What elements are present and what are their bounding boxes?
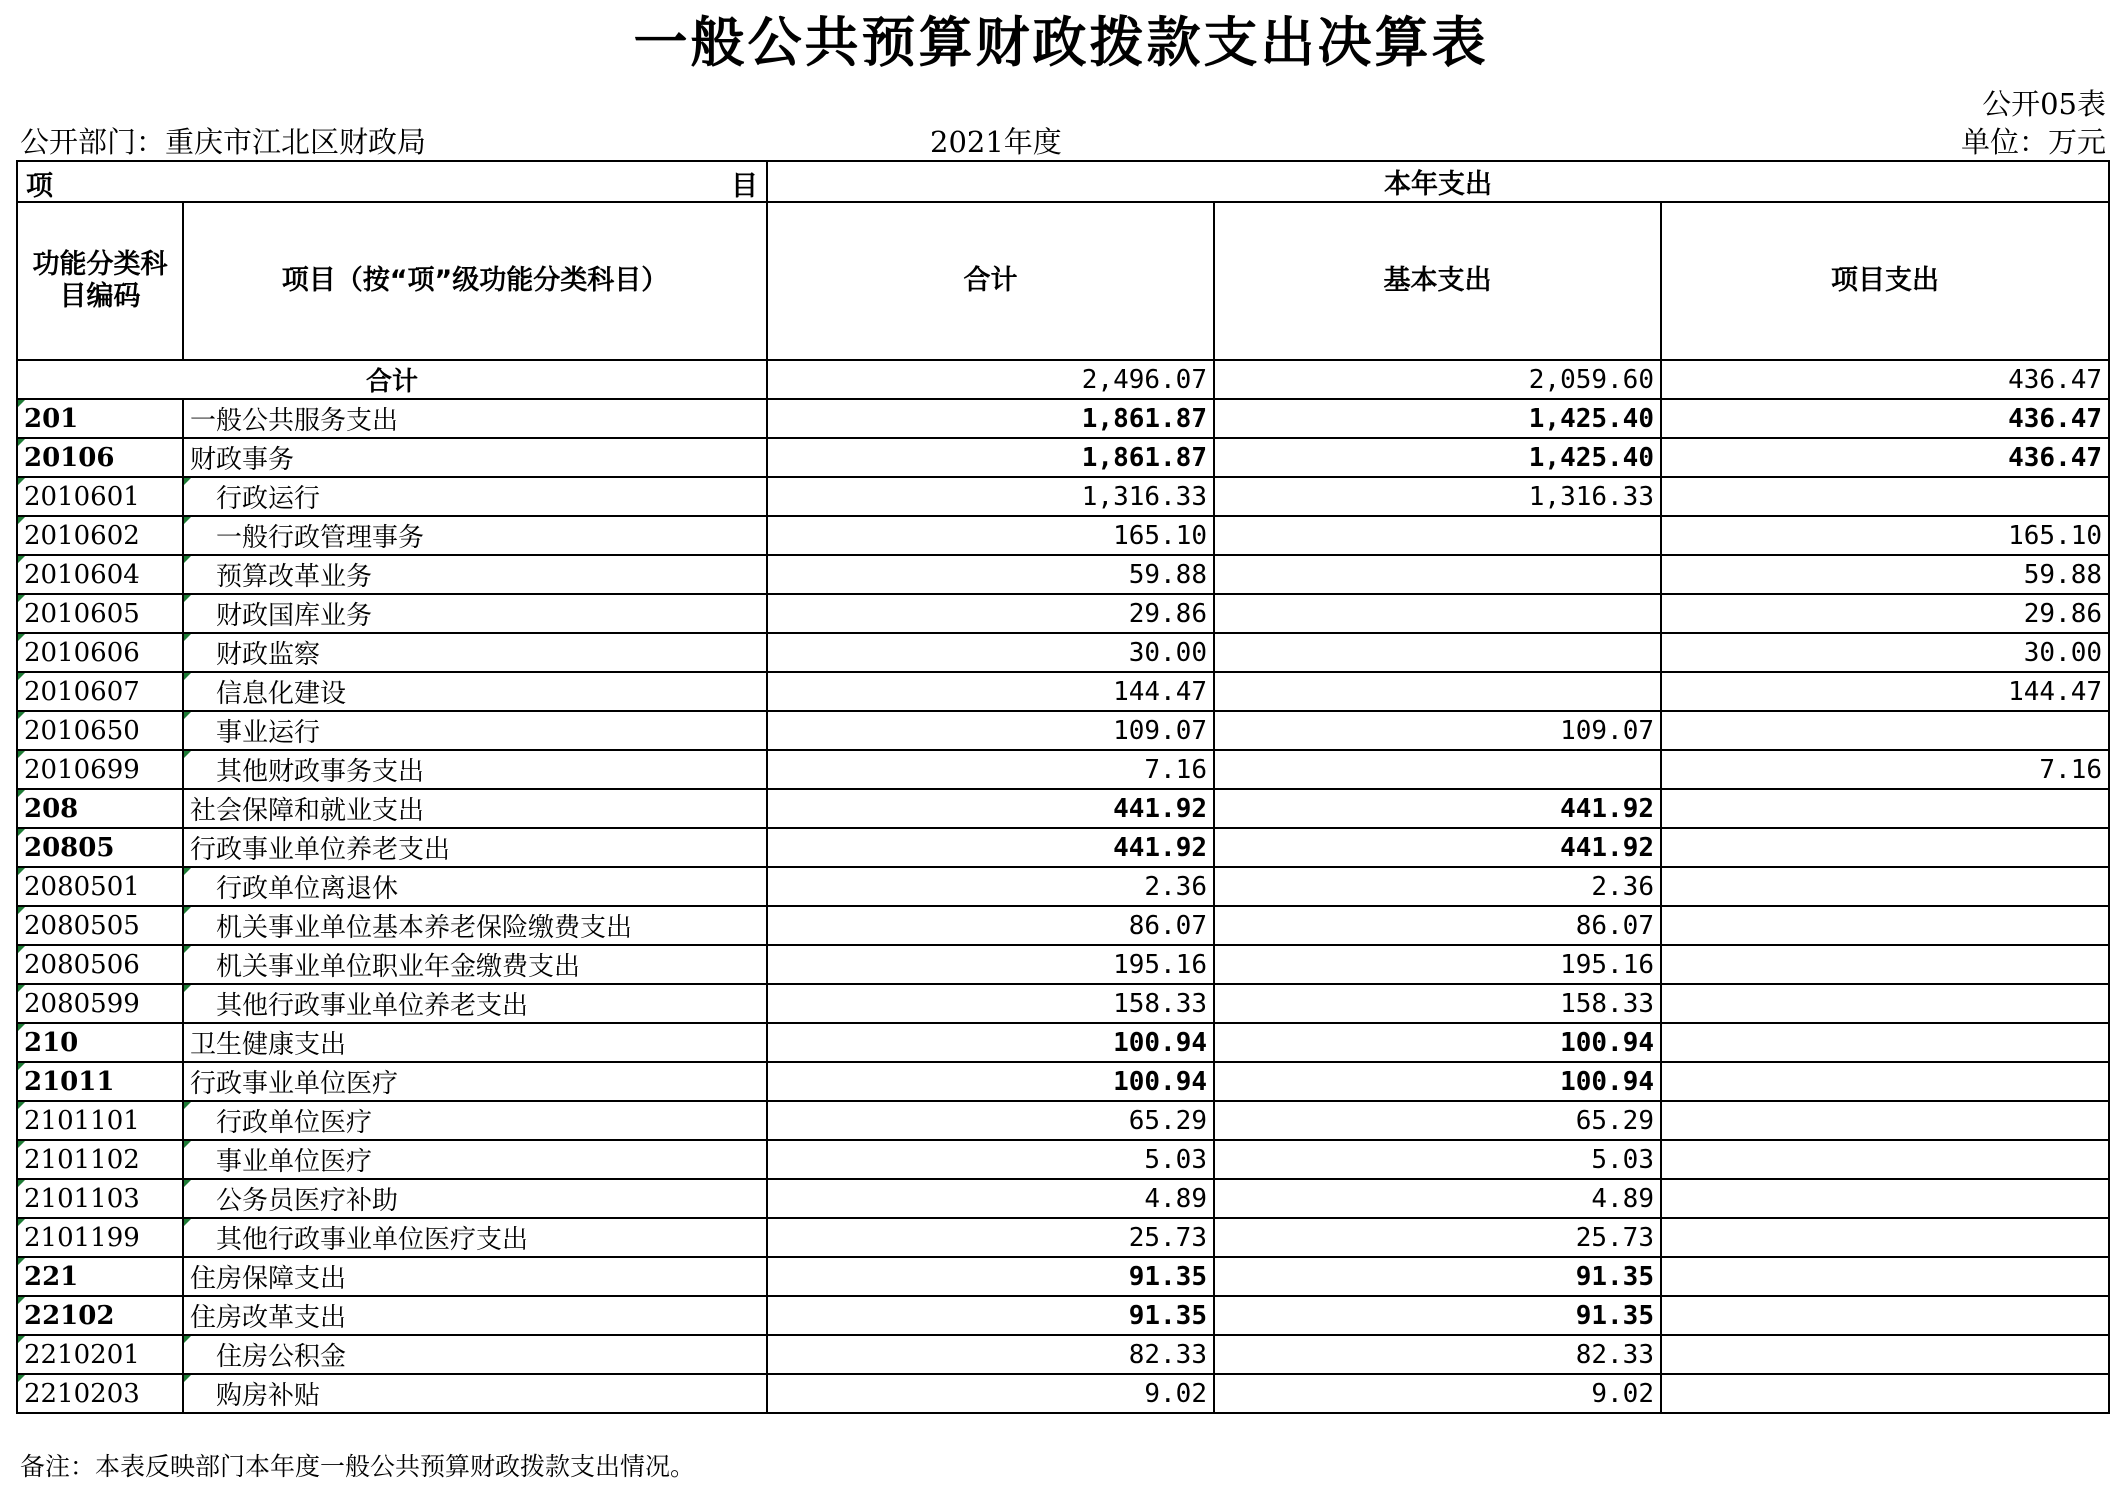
row-code: 2101103 [17,1179,183,1218]
row-project [1661,945,2109,984]
header-item-right: 目 [731,171,758,202]
row-name: 其他行政事业单位医疗支出 [183,1218,767,1257]
row-project [1661,1023,2109,1062]
row-code: 2210201 [17,1335,183,1374]
row-name: 财政国库业务 [183,594,767,633]
table-row [17,906,2109,945]
row-project [1661,1140,2109,1179]
row-code: 2210203 [17,1374,183,1413]
header-basic: 基本支出 [1214,202,1661,360]
row-code: 2010602 [17,516,183,555]
total-basic: 2,059.60 [1214,360,1661,399]
table-row [17,1374,2109,1413]
table-row [17,867,2109,906]
table-row [17,672,2109,711]
row-total: 7.16 [767,750,1214,789]
row-basic: 82.33 [1214,1335,1661,1374]
row-basic: 4.89 [1214,1179,1661,1218]
row-project [1661,1335,2109,1374]
table-row [17,438,2109,477]
row-name: 行政单位医疗 [183,1101,767,1140]
row-basic: 195.16 [1214,945,1661,984]
row-total: 25.73 [767,1218,1214,1257]
row-total: 5.03 [767,1140,1214,1179]
row-project [1661,906,2109,945]
row-code: 2101101 [17,1101,183,1140]
total-project: 436.47 [1661,360,2109,399]
row-total: 91.35 [767,1257,1214,1296]
table-row [17,1062,2109,1101]
total-sum: 2,496.07 [767,360,1214,399]
row-name: 其他行政事业单位养老支出 [183,984,767,1023]
row-basic [1214,750,1661,789]
header-project: 项目支出 [1661,202,2109,360]
row-name: 一般公共服务支出 [183,399,767,438]
row-project [1661,867,2109,906]
row-name: 行政单位离退休 [183,867,767,906]
row-basic: 91.35 [1214,1257,1661,1296]
row-name: 行政运行 [183,477,767,516]
row-basic: 100.94 [1214,1062,1661,1101]
row-name: 事业运行 [183,711,767,750]
unit-label: 单位：万元 [1960,125,2106,159]
table-row [17,984,2109,1023]
row-project [1661,1179,2109,1218]
row-basic: 158.33 [1214,984,1661,1023]
row-total: 4.89 [767,1179,1214,1218]
row-total: 195.16 [767,945,1214,984]
row-basic: 5.03 [1214,1140,1661,1179]
row-basic: 86.07 [1214,906,1661,945]
row-code: 21011 [17,1062,183,1101]
row-total: 441.92 [767,789,1214,828]
row-name: 财政监察 [183,633,767,672]
row-basic: 91.35 [1214,1296,1661,1335]
row-name: 事业单位医疗 [183,1140,767,1179]
row-basic: 441.92 [1214,789,1661,828]
row-code: 2080501 [17,867,183,906]
row-code: 2010604 [17,555,183,594]
row-total: 1,861.87 [767,399,1214,438]
header-item [17,161,767,202]
row-name: 公务员医疗补助 [183,1179,767,1218]
row-total: 165.10 [767,516,1214,555]
row-total: 1,316.33 [767,477,1214,516]
header-code: 功能分类科目编码 [17,202,183,360]
row-project [1661,828,2109,867]
row-name: 住房改革支出 [183,1296,767,1335]
fiscal-year: 2021年度 [930,125,1062,159]
row-code: 2080505 [17,906,183,945]
row-project: 59.88 [1661,555,2109,594]
row-name: 社会保障和就业支出 [183,789,767,828]
table-row [17,594,2109,633]
row-total: 1,861.87 [767,438,1214,477]
header-total: 合计 [767,202,1214,360]
row-code: 2010607 [17,672,183,711]
row-code: 2010605 [17,594,183,633]
table-row [17,399,2109,438]
row-name: 一般行政管理事务 [183,516,767,555]
row-project: 436.47 [1661,399,2109,438]
row-code: 20805 [17,828,183,867]
table-body [17,360,2109,1413]
row-basic: 2.36 [1214,867,1661,906]
row-total: 91.35 [767,1296,1214,1335]
expenditure-table [16,160,2110,1414]
row-basic: 1,316.33 [1214,477,1661,516]
table-row [17,711,2109,750]
row-project [1661,1062,2109,1101]
row-name: 信息化建设 [183,672,767,711]
table-row [17,1101,2109,1140]
row-project [1661,711,2109,750]
table-row [17,516,2109,555]
row-name: 住房公积金 [183,1335,767,1374]
row-total: 29.86 [767,594,1214,633]
footnote: 备注：本表反映部门本年度一般公共预算财政拨款支出情况。 [20,1452,696,1481]
row-code: 210 [17,1023,183,1062]
row-basic: 1,425.40 [1214,438,1661,477]
row-project [1661,1296,2109,1335]
row-total: 65.29 [767,1101,1214,1140]
table-row [17,789,2109,828]
table-row [17,1335,2109,1374]
row-code: 2010699 [17,750,183,789]
table-row [17,1023,2109,1062]
row-code: 2101199 [17,1218,183,1257]
row-code: 2080506 [17,945,183,984]
row-basic [1214,516,1661,555]
row-basic: 65.29 [1214,1101,1661,1140]
row-project [1661,1257,2109,1296]
row-basic [1214,672,1661,711]
row-basic [1214,555,1661,594]
row-total: 158.33 [767,984,1214,1023]
row-name: 卫生健康支出 [183,1023,767,1062]
row-code: 2080599 [17,984,183,1023]
row-basic: 25.73 [1214,1218,1661,1257]
row-code: 2010601 [17,477,183,516]
row-basic: 109.07 [1214,711,1661,750]
row-project [1661,477,2109,516]
row-code: 208 [17,789,183,828]
row-basic [1214,594,1661,633]
row-project: 436.47 [1661,438,2109,477]
row-project: 7.16 [1661,750,2109,789]
row-total: 9.02 [767,1374,1214,1413]
table-row [17,555,2109,594]
header-item-left: 项 [26,171,53,202]
header-name: 项目（按“项”级功能分类科目） [183,202,767,360]
row-project: 30.00 [1661,633,2109,672]
row-name: 机关事业单位基本养老保险缴费支出 [183,906,767,945]
table-row [17,477,2109,516]
row-basic: 9.02 [1214,1374,1661,1413]
table-row [17,1257,2109,1296]
row-project: 29.86 [1661,594,2109,633]
row-code: 201 [17,399,183,438]
total-row [17,360,2109,399]
row-project: 144.47 [1661,672,2109,711]
row-total: 100.94 [767,1023,1214,1062]
form-number: 公开05表 [1982,87,2106,121]
row-code: 2010606 [17,633,183,672]
table-row [17,1179,2109,1218]
table-row [17,750,2109,789]
row-project [1661,1218,2109,1257]
row-project [1661,1374,2109,1413]
row-total: 59.88 [767,555,1214,594]
row-basic: 100.94 [1214,1023,1661,1062]
row-total: 144.47 [767,672,1214,711]
row-total: 82.33 [767,1335,1214,1374]
row-code: 221 [17,1257,183,1296]
header-current-year: 本年支出 [767,161,2109,202]
row-project: 165.10 [1661,516,2109,555]
row-code: 2010650 [17,711,183,750]
row-project [1661,1101,2109,1140]
row-total: 441.92 [767,828,1214,867]
meta-row [20,120,2106,160]
row-name: 财政事务 [183,438,767,477]
row-name: 行政事业单位医疗 [183,1062,767,1101]
row-code: 20106 [17,438,183,477]
row-basic: 441.92 [1214,828,1661,867]
row-name: 预算改革业务 [183,555,767,594]
row-total: 86.07 [767,906,1214,945]
row-project [1661,789,2109,828]
row-project [1661,984,2109,1023]
table-row [17,1296,2109,1335]
row-basic [1214,633,1661,672]
table-row [17,945,2109,984]
table-row [17,1218,2109,1257]
row-basic: 1,425.40 [1214,399,1661,438]
row-name: 其他财政事务支出 [183,750,767,789]
row-name: 购房补贴 [183,1374,767,1413]
row-name: 机关事业单位职业年金缴费支出 [183,945,767,984]
row-name: 行政事业单位养老支出 [183,828,767,867]
row-total: 100.94 [767,1062,1214,1101]
table-row [17,828,2109,867]
total-label: 合计 [17,360,767,399]
table-row [17,1140,2109,1179]
row-total: 30.00 [767,633,1214,672]
page-title: 一般公共预算财政拨款支出决算表 [633,11,1489,74]
row-code: 2101102 [17,1140,183,1179]
row-code: 22102 [17,1296,183,1335]
table-row [17,633,2109,672]
department-label: 公开部门：重庆市江北区财政局 [20,125,427,159]
row-total: 109.07 [767,711,1214,750]
row-total: 2.36 [767,867,1214,906]
row-name: 住房保障支出 [183,1257,767,1296]
